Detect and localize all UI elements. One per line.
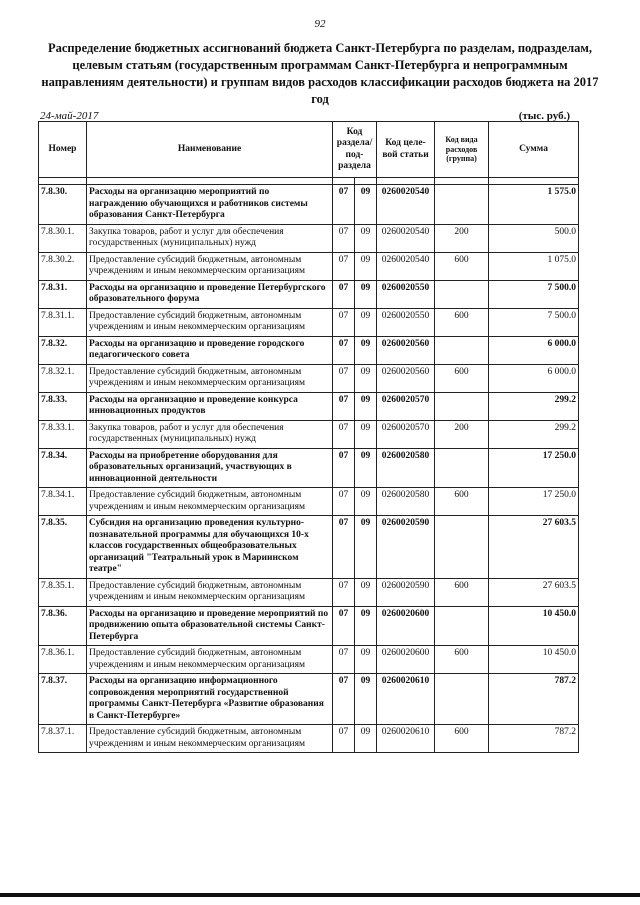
row-sum: 1 075.0: [489, 252, 579, 280]
row-sum: 6 000.0: [489, 336, 579, 364]
row-name: Расходы на организацию и проведение конкурса инновационных продуктов: [87, 392, 333, 420]
row-number: 7.8.34.1.: [39, 488, 87, 516]
row-section: 07: [333, 606, 355, 646]
spacer-cell: [435, 178, 489, 185]
row-subsection: 09: [355, 185, 377, 225]
row-subsection: 09: [355, 308, 377, 336]
table-row: [39, 578, 579, 606]
spacer-cell: [39, 178, 87, 185]
spacer-cell: [333, 178, 355, 185]
row-number: 7.8.37.1.: [39, 725, 87, 753]
row-section: 07: [333, 725, 355, 753]
row-name: Расходы на организацию мероприятий по награждению обучающихся и работников системы образования Санкт-Петербурга: [87, 185, 333, 225]
row-target-code: 0260020550: [377, 308, 435, 336]
row-expense-type: 200: [435, 420, 489, 448]
row-target-code: 0260020610: [377, 674, 435, 725]
row-section: 07: [333, 420, 355, 448]
header-number: Номер: [39, 122, 87, 178]
row-name: Расходы на организацию и проведение мероприятий по продвижению опыта образовательной системы Санкт-Петербурга: [87, 606, 333, 646]
row-section: 07: [333, 224, 355, 252]
row-number: 7.8.33.: [39, 392, 87, 420]
row-target-code: 0260020560: [377, 336, 435, 364]
row-name: Предоставление субсидий бюджетным, автономным учреждениям и иным некоммерческим организациям: [87, 646, 333, 674]
row-number: 7.8.30.1.: [39, 224, 87, 252]
spacer-cell: [377, 178, 435, 185]
row-sum: 299.2: [489, 392, 579, 420]
row-name: Закупка товаров, работ и услуг для обеспечения государственных (муниципальных) нужд: [87, 224, 333, 252]
row-expense-type: [435, 606, 489, 646]
row-subsection: 09: [355, 646, 377, 674]
row-expense-type: 600: [435, 308, 489, 336]
table-row: [39, 516, 579, 579]
row-sum: 17 250.0: [489, 448, 579, 488]
row-name: Расходы на организацию и проведение Петербургского образовательного форума: [87, 280, 333, 308]
row-sum: 27 603.5: [489, 516, 579, 579]
row-number: 7.8.30.2.: [39, 252, 87, 280]
row-sum: 27 603.5: [489, 578, 579, 606]
row-name: Закупка товаров, работ и услуг для обеспечения государственных (муниципальных) нужд: [87, 420, 333, 448]
row-section: 07: [333, 308, 355, 336]
table-row: [39, 606, 579, 646]
row-subsection: 09: [355, 448, 377, 488]
spacer-cell: [489, 178, 579, 185]
scan-edge-bar: [0, 893, 640, 897]
row-expense-type: [435, 280, 489, 308]
row-target-code: 0260020580: [377, 448, 435, 488]
row-target-code: 0260020610: [377, 725, 435, 753]
header-section-code: Код раздела/ под- раздела: [333, 122, 377, 178]
row-expense-type: 200: [435, 224, 489, 252]
row-name: Расходы на приобретение оборудования для образовательных организаций, участвующих в инновационной деятельности: [87, 448, 333, 488]
row-name: Предоставление субсидий бюджетным, автономным учреждениям и иным некоммерческим организациям: [87, 364, 333, 392]
row-sum: 10 450.0: [489, 606, 579, 646]
row-subsection: 09: [355, 725, 377, 753]
budget-table: [38, 121, 579, 753]
row-section: 07: [333, 448, 355, 488]
row-name: Предоставление субсидий бюджетным, автономным учреждениям и иным некоммерческим организациям: [87, 308, 333, 336]
row-name: Расходы на организацию и проведение городского педагогического совета: [87, 336, 333, 364]
row-sum: 500.0: [489, 224, 579, 252]
row-expense-type: [435, 516, 489, 579]
row-section: 07: [333, 646, 355, 674]
row-name: Субсидия на организацию проведения культурно-познавательной программы для обучающихся 10-х классов государственных общеобразовательных организаций "Театральный урок в Мариинском театре": [87, 516, 333, 579]
row-subsection: 09: [355, 392, 377, 420]
row-expense-type: 600: [435, 725, 489, 753]
row-number: 7.8.31.: [39, 280, 87, 308]
row-subsection: 09: [355, 674, 377, 725]
header-target-code: Код целе- вой статьи: [377, 122, 435, 178]
header-name: Наименование: [87, 122, 333, 178]
row-name: Предоставление субсидий бюджетным, автономным учреждениям и иным некоммерческим организациям: [87, 725, 333, 753]
table-header-row: [39, 122, 579, 178]
spacer-cell: [87, 178, 333, 185]
row-subsection: 09: [355, 516, 377, 579]
table-row: [39, 488, 579, 516]
table-row: [39, 392, 579, 420]
row-expense-type: 600: [435, 364, 489, 392]
row-target-code: 0260020600: [377, 646, 435, 674]
row-target-code: 0260020540: [377, 252, 435, 280]
row-sum: 17 250.0: [489, 488, 579, 516]
row-sum: 1 575.0: [489, 185, 579, 225]
header-expense-type-code: Код вида расходов (группа): [435, 122, 489, 178]
page-number: 92: [314, 18, 326, 30]
row-subsection: 09: [355, 488, 377, 516]
row-target-code: 0260020560: [377, 364, 435, 392]
document-title: Распределение бюджетных ассигнований бюджета Санкт-Петербурга по разделам, подразделам, целевым статьям (государственным программам Санкт-Петербурга и непрограммным направлениям деятельности) и группам видов расходов классификации расходов бюджета на 2017 год: [41, 41, 599, 106]
table-row: [39, 252, 579, 280]
row-target-code: 0260020540: [377, 224, 435, 252]
row-number: 7.8.36.: [39, 606, 87, 646]
row-target-code: 0260020600: [377, 606, 435, 646]
header-spacer-row: [39, 178, 579, 185]
table-row: [39, 308, 579, 336]
table-row: [39, 224, 579, 252]
row-section: 07: [333, 392, 355, 420]
row-expense-type: [435, 185, 489, 225]
row-name: Расходы на организацию информационного сопровождения мероприятий государственной программы Санкт-Петербурга «Развитие образования в Санкт-Петербурге»: [87, 674, 333, 725]
row-subsection: 09: [355, 578, 377, 606]
row-number: 7.8.35.: [39, 516, 87, 579]
row-subsection: 09: [355, 280, 377, 308]
row-section: 07: [333, 364, 355, 392]
row-expense-type: 600: [435, 646, 489, 674]
row-subsection: 09: [355, 420, 377, 448]
row-name: Предоставление субсидий бюджетным, автономным учреждениям и иным некоммерческим организациям: [87, 578, 333, 606]
row-section: 07: [333, 252, 355, 280]
table-row: [39, 725, 579, 753]
row-section: 07: [333, 185, 355, 225]
row-number: 7.8.35.1.: [39, 578, 87, 606]
document-date: 24-май-2017: [40, 110, 99, 122]
row-section: 07: [333, 674, 355, 725]
row-number: 7.8.34.: [39, 448, 87, 488]
table-row: [39, 448, 579, 488]
row-expense-type: [435, 448, 489, 488]
row-sum: 7 500.0: [489, 280, 579, 308]
row-target-code: 0260020540: [377, 185, 435, 225]
row-subsection: 09: [355, 224, 377, 252]
row-number: 7.8.30.: [39, 185, 87, 225]
table-body: [39, 178, 579, 753]
row-section: 07: [333, 488, 355, 516]
row-target-code: 0260020550: [377, 280, 435, 308]
row-sum: 787.2: [489, 674, 579, 725]
row-sum: 299.2: [489, 420, 579, 448]
row-number: 7.8.31.1.: [39, 308, 87, 336]
row-section: 07: [333, 336, 355, 364]
units-label: (тыс. руб.): [518, 110, 570, 122]
table-row: [39, 280, 579, 308]
table-row: [39, 674, 579, 725]
row-number: 7.8.32.1.: [39, 364, 87, 392]
row-number: 7.8.33.1.: [39, 420, 87, 448]
table-row: [39, 420, 579, 448]
table-row: [39, 364, 579, 392]
row-target-code: 0260020580: [377, 488, 435, 516]
row-target-code: 0260020570: [377, 392, 435, 420]
row-expense-type: [435, 674, 489, 725]
row-number: 7.8.32.: [39, 336, 87, 364]
row-section: 07: [333, 280, 355, 308]
row-section: 07: [333, 516, 355, 579]
row-section: 07: [333, 578, 355, 606]
row-subsection: 09: [355, 336, 377, 364]
row-number: 7.8.37.: [39, 674, 87, 725]
row-sum: 10 450.0: [489, 646, 579, 674]
table-row: [39, 185, 579, 225]
header-sum: Сумма: [489, 122, 579, 178]
row-subsection: 09: [355, 364, 377, 392]
row-expense-type: 600: [435, 252, 489, 280]
row-target-code: 0260020590: [377, 516, 435, 579]
row-target-code: 0260020590: [377, 578, 435, 606]
row-name: Предоставление субсидий бюджетным, автономным учреждениям и иным некоммерческим организациям: [87, 252, 333, 280]
row-subsection: 09: [355, 252, 377, 280]
row-sum: 7 500.0: [489, 308, 579, 336]
row-expense-type: 600: [435, 578, 489, 606]
spacer-cell: [355, 178, 377, 185]
row-name: Предоставление субсидий бюджетным, автономным учреждениям и иным некоммерческим организациям: [87, 488, 333, 516]
row-sum: 787.2: [489, 725, 579, 753]
row-expense-type: [435, 392, 489, 420]
row-target-code: 0260020570: [377, 420, 435, 448]
row-number: 7.8.36.1.: [39, 646, 87, 674]
row-expense-type: [435, 336, 489, 364]
table-row: [39, 646, 579, 674]
row-subsection: 09: [355, 606, 377, 646]
table-row: [39, 336, 579, 364]
row-sum: 6 000.0: [489, 364, 579, 392]
row-expense-type: 600: [435, 488, 489, 516]
